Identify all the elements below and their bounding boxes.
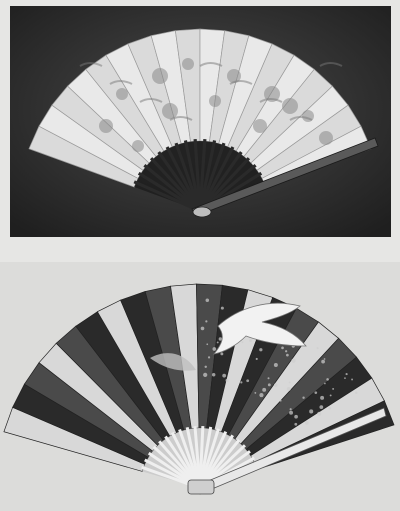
foliage-speck [212, 347, 216, 351]
foliage-speck [268, 377, 270, 379]
foliage-speck [346, 373, 348, 375]
foliage-speck [201, 327, 205, 331]
foliage-speck [309, 409, 313, 413]
disc-motif [302, 110, 314, 122]
foliage-speck [259, 393, 263, 397]
foliage-speck [274, 383, 278, 387]
foliage-speck [291, 358, 295, 362]
foliage-speck [285, 350, 287, 352]
photo-top [10, 6, 391, 237]
foliage-speck [332, 388, 334, 390]
fan-bottom-illustration [0, 262, 400, 511]
disc-motif [209, 95, 221, 107]
foliage-speck [206, 298, 210, 302]
foliage-speck [203, 373, 207, 377]
foliage-speck [225, 379, 228, 382]
foliage-speck [302, 397, 304, 399]
foliage-speck [314, 391, 317, 394]
foliage-speck [208, 356, 210, 358]
foliage-speck [249, 339, 252, 342]
disc-motif [282, 98, 298, 114]
foliage-speck [206, 343, 208, 345]
foliage-speck [294, 415, 298, 419]
foliage-speck [246, 379, 249, 382]
foliage-speck [355, 391, 357, 393]
foliage-speck [287, 387, 291, 391]
foliage-speck [351, 379, 353, 381]
foliage-speck [281, 347, 284, 350]
foliage-speck [328, 407, 331, 410]
foliage-speck [289, 411, 293, 415]
disc-motif [152, 68, 168, 84]
foliage-speck [222, 374, 226, 378]
fan-top-rivet [193, 207, 211, 217]
foliage-speck [221, 307, 224, 310]
fan-top-illustration [10, 6, 391, 237]
foliage-speck [321, 360, 325, 364]
foliage-speck [344, 377, 346, 379]
disc-motif [319, 131, 333, 145]
foliage-speck [317, 347, 319, 349]
foliage-speck [326, 378, 329, 381]
foliage-speck [217, 341, 219, 343]
foliage-speck [286, 354, 289, 357]
foliage-speck [289, 381, 291, 383]
foliage-speck [256, 358, 258, 360]
foliage-speck [324, 358, 326, 360]
foliage-speck [268, 383, 271, 386]
fan-bottom-rivet [188, 480, 214, 494]
foliage-speck [220, 352, 223, 355]
disc-motif [99, 119, 113, 133]
disc-motif [116, 88, 128, 100]
foliage-speck [319, 405, 323, 409]
foliage-speck [205, 366, 207, 368]
foliage-speck [259, 348, 262, 351]
photo-bottom [0, 262, 400, 511]
foliage-speck [305, 421, 309, 425]
disc-motif [253, 119, 267, 133]
foliage-speck [290, 408, 292, 410]
foliage-speck [241, 341, 243, 343]
foliage-speck [205, 320, 207, 322]
foliage-speck [254, 392, 256, 394]
foliage-speck [320, 396, 324, 400]
foliage-speck [294, 423, 297, 426]
disc-motif [182, 58, 194, 70]
foliage-speck [324, 383, 326, 385]
foliage-speck [280, 400, 282, 402]
foliage-speck [274, 363, 278, 367]
foliage-speck [317, 412, 321, 416]
disc-motif [132, 140, 144, 152]
foliage-speck [212, 373, 215, 376]
foliage-speck [262, 388, 266, 392]
foliage-speck [240, 381, 242, 383]
foliage-speck [330, 394, 332, 396]
